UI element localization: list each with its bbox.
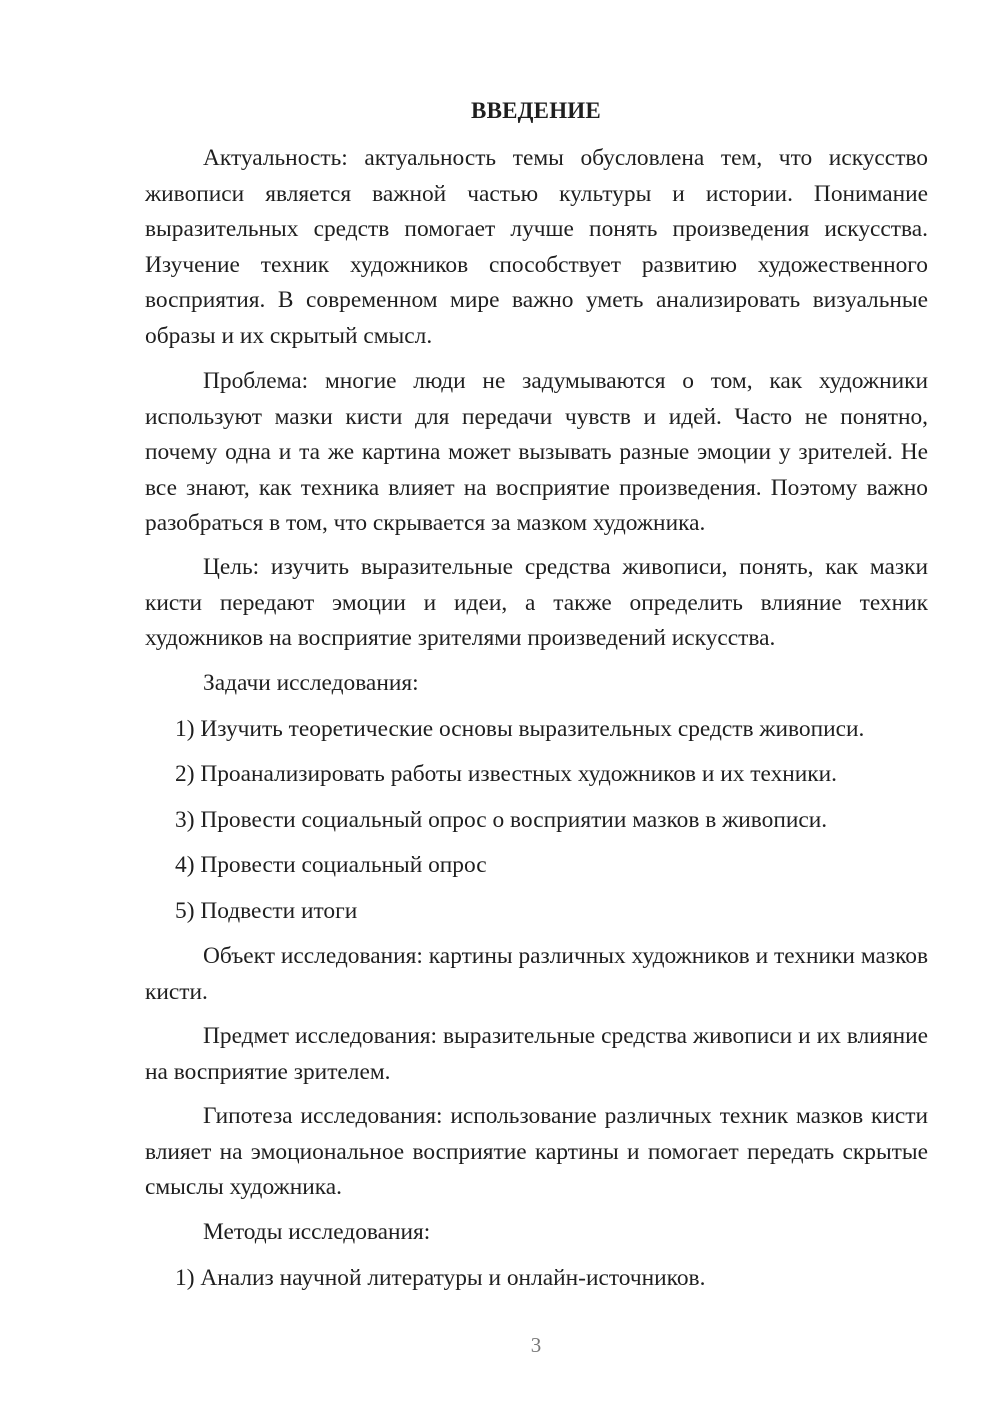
- task-item: 1) Изучить теоретические основы выразительных средств живописи.: [175, 715, 865, 742]
- goal-block: [145, 550, 928, 657]
- relevance-paragraph: Актуальность: актуальность темы обусловлена тем, что искусство живописи является важной частью культуры и истории. Понимание выразительных средств помогает лучше понять произведения искусства. Изучение техник художников способствует развитию художественного восприятия. В современном мире важно уметь анализировать визуальные образы и их скрытый смысл.: [145, 145, 928, 349]
- page-number: 3: [530, 1333, 542, 1357]
- subject-paragraph: Предмет исследования: выразительные средства живописи и их влияние на восприятие зрителем.: [145, 1023, 928, 1085]
- subject-block: [145, 1019, 928, 1090]
- task-item: 5) Подвести итоги: [175, 897, 358, 924]
- task-item: 2) Проанализировать работы известных художников и их техники.: [175, 761, 838, 787]
- section-heading: ВВЕДЕНИЕ: [471, 98, 601, 123]
- methods-title: Методы исследования:: [203, 1219, 431, 1245]
- task-item: 3) Провести социальный опрос о восприятии мазков в живописи.: [175, 806, 828, 833]
- problem-paragraph: Проблема: многие люди не задумываются о том, как художники используют мазки кисти для передачи чувств и идей. Часто не понятно, почему одна и та же картина может вызывать разные эмоции у зрителей. Не все знают, как техника влияет на восприятие произведения. Поэтому важно разобраться в том, что скрывается за мазком художника.: [145, 368, 928, 536]
- method-item: 1) Анализ научной литературы и онлайн-источников.: [175, 1264, 706, 1291]
- problem-block: [145, 364, 928, 542]
- hypothesis-paragraph: Гипотеза исследования: использование различных техник мазков кисти влияет на эмоциональное восприятие картины и помогает передать скрытые смыслы художника.: [145, 1103, 928, 1200]
- tasks-title: Задачи исследования:: [203, 670, 419, 696]
- tasks-block: [145, 666, 928, 939]
- relevance-block: [145, 141, 928, 354]
- object-paragraph: Объект исследования: картины различных художников и техники мазков кисти.: [145, 943, 928, 1005]
- goal-paragraph: Цель: изучить выразительные средства живописи, понять, как мазки кисти передают эмоции и идеи, а также определить влияние техник художников на восприятие зрителями произведений искусства.: [145, 554, 928, 651]
- task-item: 4) Провести социальный опрос: [175, 852, 487, 878]
- object-block: [145, 939, 928, 1010]
- hypothesis-block: [145, 1099, 928, 1206]
- methods-block: [145, 1215, 928, 1306]
